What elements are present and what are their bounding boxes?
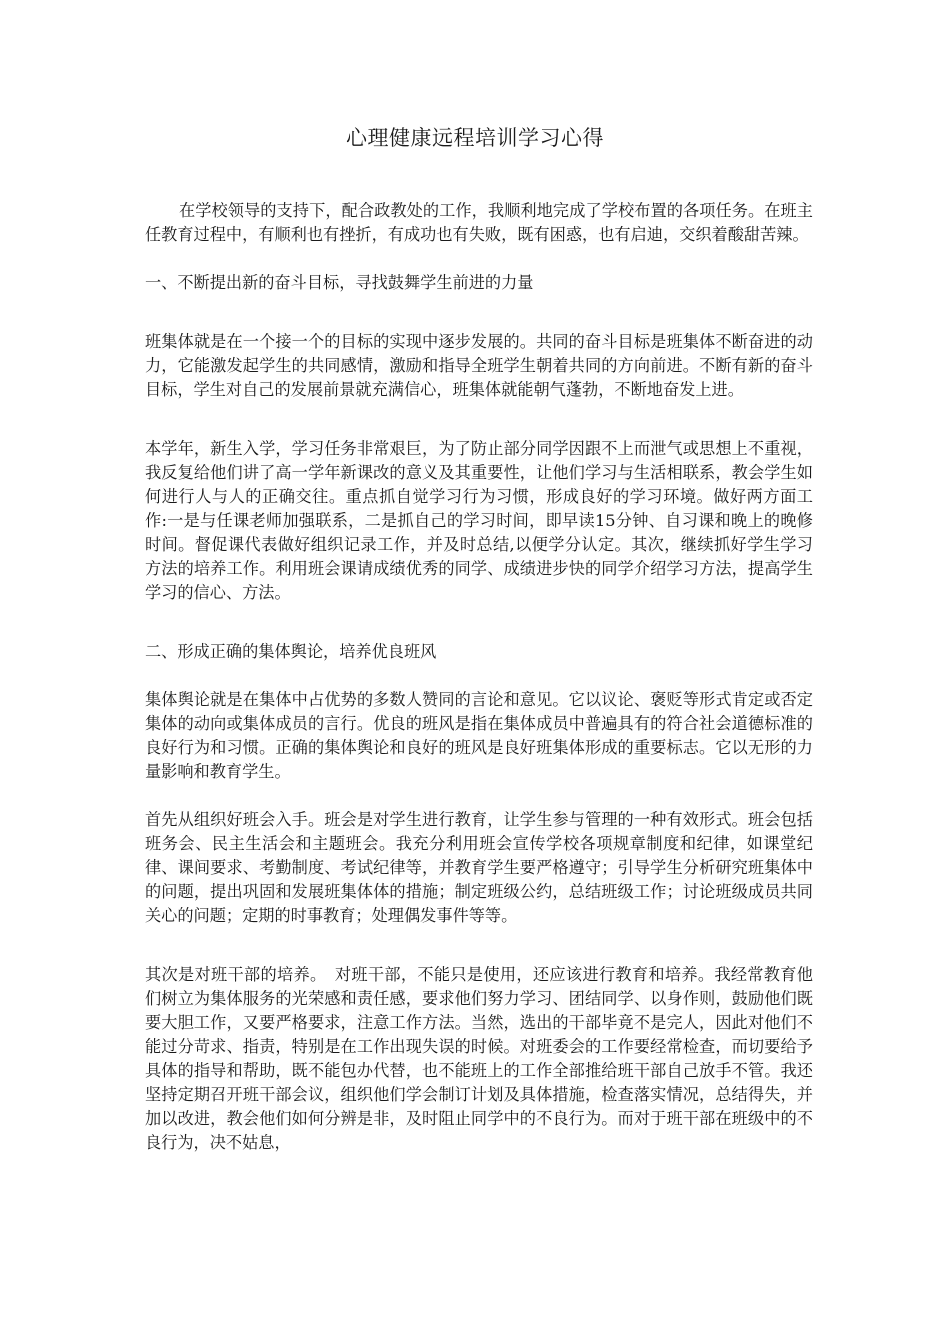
document-title: 心理健康远程培训学习心得 (346, 126, 604, 150)
blank-line (145, 784, 813, 808)
intro-paragraph: 在学校领导的支持下，配合政教处的工作，我顺利地完成了学校布置的各项任务。在班主任教育过程中，有顺利也有挫折，有成功也有失败，既有困惑，也有启迪，交织着酸甜苦辣。 (145, 201, 813, 244)
blank-line (145, 247, 813, 271)
paragraph-goals: 班集体就是在一个接一个的目标的实现中逐步发展的。共同的奋斗目标是班集体不断奋进的动力，它能激发起学生的共同感情，激励和指导全班学生朝着共同的方向前进。不断有新的奋斗目标，学生对自己的发展前景就充满信心，班集体就能朝气蓬勃，不断地奋发上进。 (145, 332, 813, 399)
blank-line (145, 402, 813, 426)
paragraph-cadres: 其次是对班干部的培养。 对班干部，不能只是使用，还应该进行教育和培养。我经常教育他们树立为集体服务的光荣感和责任感，要求他们努力学习、团结同学、以身作则，鼓励他们既要大胆工作，又要严格要求，注意工作方法。当然，选出的干部毕竟不是完人，因此对他们不能过分苛求、指责，特别是在工作出现失误的时候。对班委会的工作要经常检查，而切要给予具体的指导和帮助，既不能包办代替，也不能班上的工作全部推给班干部自己放手不管。我还坚持定期召开班干部会议，组织他们学会制订计划及具体措施，检查落实情况，总结得失，并加以改进，教会他们如何分辨是非，及时阻止同学中的不良行为。而对于班干部在班级中的不良行为，决不姑息， (145, 965, 813, 1152)
paragraph-class-meeting: 首先从组织好班会入手。班会是对学生进行教育，让学生参与管理的一种有效形式。班会包括班务会、民主生活会和主题班会。我充分利用班会宣传学校各项规章制度和纪律，如课堂纪律、课间要求、考勤制度、考试纪律等，并教育学生要严格遵守；引导学生分析研究班集体中的问题，提出巩固和发展班集体体的措施；制定班级公约，总结班级工作；讨论班级成员共同关心的问题；定期的时事教育；处理偶发事件等等。 (145, 810, 813, 925)
spacer (145, 426, 813, 437)
blank-line (145, 928, 813, 952)
section-heading-1: 一、不断提出新的奋斗目标，寻找鼓舞学生前进的力量 (145, 273, 534, 292)
blank-line (145, 664, 813, 688)
paragraph-opinion: 集体舆论就是在集体中占优势的多数人赞同的言论和意见。它以议论、褒贬等形式肯定或否定集体的动向或集体成员的言行。优良的班风是指在集体成员中普遍具有的符合社会道德标准的良好行为和习惯。正确的集体舆论和良好的班风是良好班集体形成的重要标志。它以无形的力量影响和教育学生。 (145, 690, 813, 781)
paragraph-study: 本学年，新生入学，学习任务非常艰巨，为了防止部分同学因跟不上而泄气或思想上不重视，我反复给他们讲了高一学年新课改的意义及其重要性，让他们学习与生活相联系，教会学生如何进行人与人的正确交往。重点抓自觉学习行为习惯，形成良好的学习环境。做好两方面工作:一是与任课老师加强联系，二是抓自己的学习时间，即早读15分钟、自习课和晚上的晚修时间。督促课代表做好组织记录工作，并及时总结,以便学分认定。其次，继续抓好学生学习方法的培养工作。利用班会课请成绩优秀的同学、成绩进步快的同学介绍学习方法，提高学生学习的信心、方法。 (145, 439, 813, 602)
spacer (145, 319, 813, 330)
spacer (145, 629, 813, 640)
blank-line (145, 295, 813, 319)
spacer (145, 952, 813, 963)
section-heading-2: 二、形成正确的集体舆论，培养优良班风 (145, 642, 437, 661)
blank-line (145, 605, 813, 629)
document-body (145, 199, 813, 1155)
